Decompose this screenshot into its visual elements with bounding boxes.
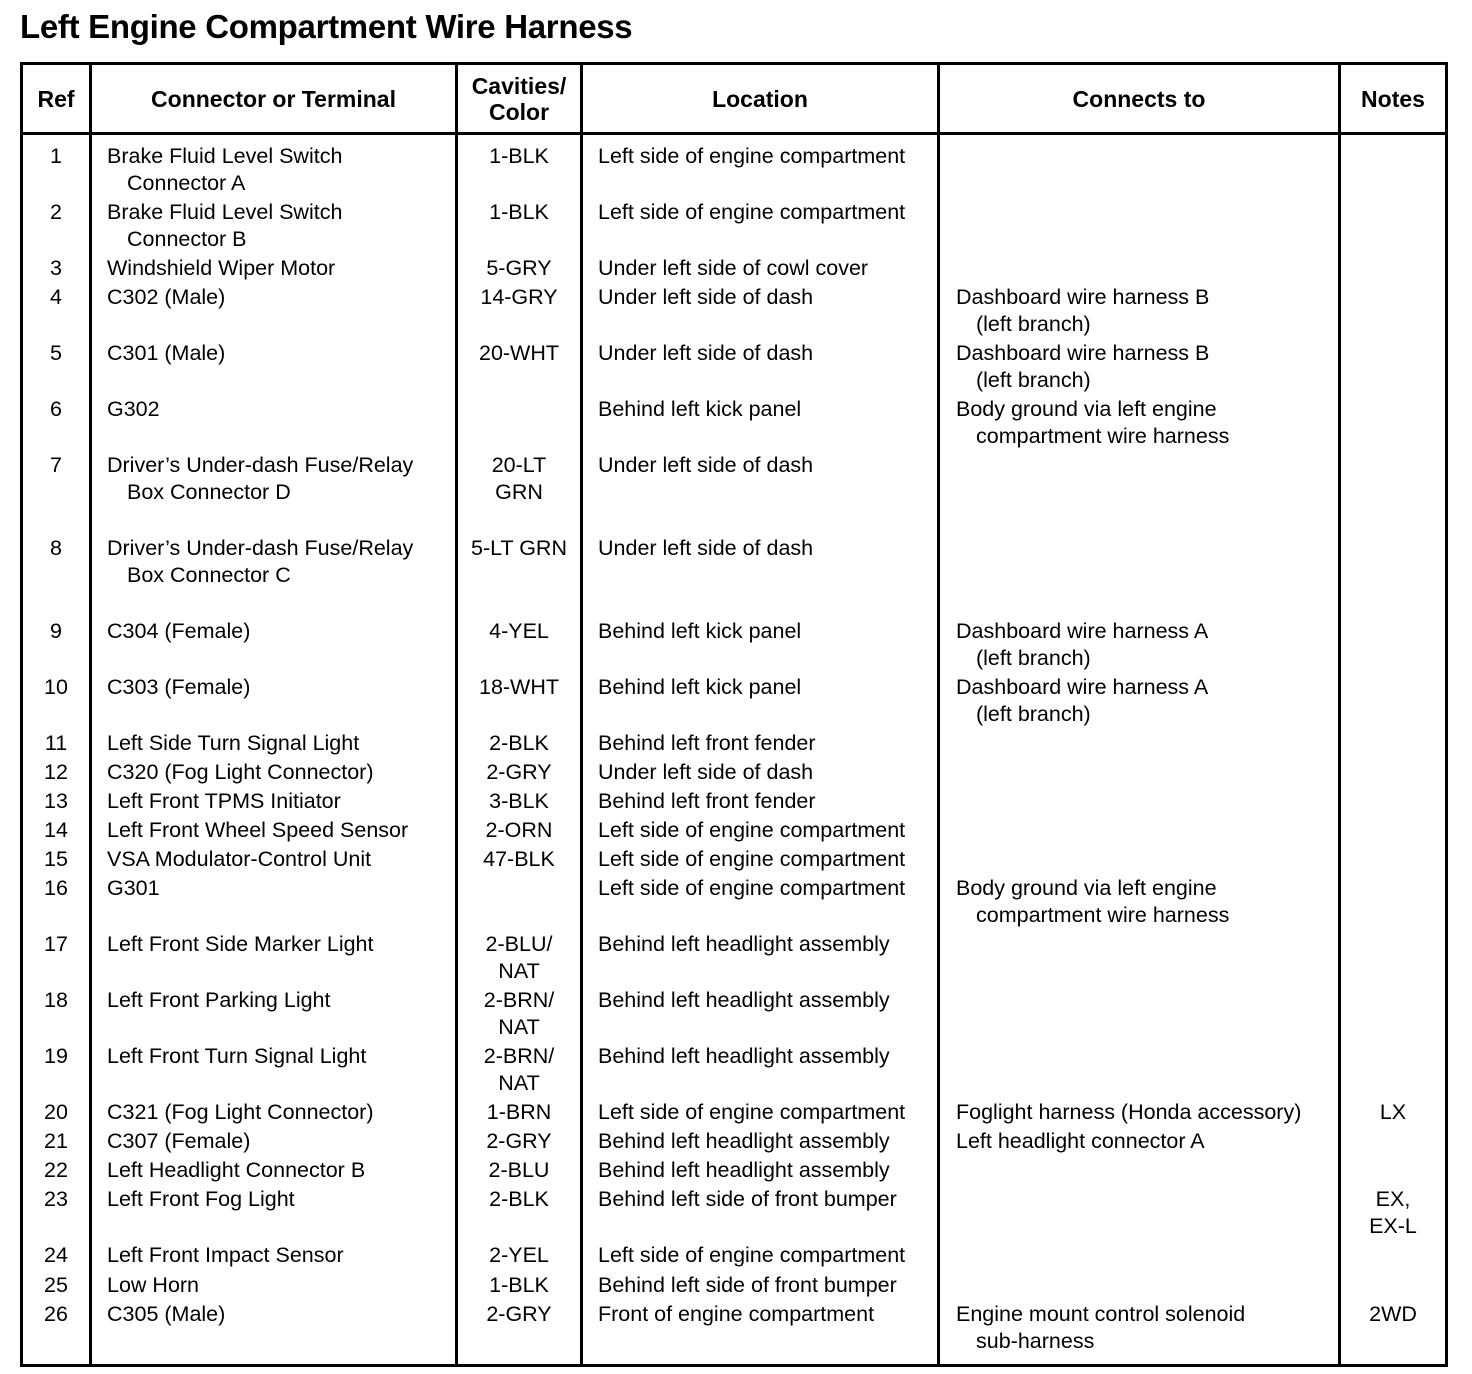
cell-ref: 13: [44, 789, 68, 813]
header-ref: Ref: [37, 85, 75, 112]
cell-location: Behind left kick panel: [598, 397, 802, 421]
cell-ref: 7: [50, 453, 62, 477]
cell-connects: (left branch): [976, 368, 1091, 392]
cell-cavities: 2-YEL: [489, 1243, 549, 1267]
cell-ref: 14: [44, 818, 68, 842]
cell-cavities: 2-GRY: [486, 760, 552, 784]
cell-location: Under left side of dash: [598, 760, 814, 784]
cell-connector: Low Horn: [107, 1273, 200, 1297]
cell-connector: Connector B: [127, 227, 247, 251]
cell-connector: G301: [107, 876, 160, 900]
cell-notes: EX,: [1375, 1187, 1411, 1211]
cell-location: Under left side of cowl cover: [598, 256, 869, 280]
cell-connector: G302: [107, 397, 160, 421]
cell-location: Behind left front fender: [598, 731, 816, 755]
cell-location: Behind left side of front bumper: [598, 1187, 897, 1211]
cell-connector: Left Front TPMS Initiator: [107, 789, 341, 813]
cell-cavities: 1-BLK: [489, 144, 549, 168]
cell-ref: 16: [44, 876, 68, 900]
cell-ref: 8: [50, 536, 62, 560]
cell-location: Behind left headlight assembly: [598, 1129, 890, 1153]
cell-location: Left side of engine compartment: [598, 818, 906, 842]
cell-connector: Left Headlight Connector B: [107, 1158, 366, 1182]
cell-location: Left side of engine compartment: [598, 1100, 906, 1124]
cell-cavities: 14-GRY: [480, 285, 558, 309]
cell-connects: (left branch): [976, 312, 1091, 336]
column-divider: [89, 62, 92, 1367]
cell-connector: C305 (Male): [107, 1302, 226, 1326]
cell-cavities: NAT: [498, 959, 540, 983]
header-cavities: Cavities/ Color: [471, 72, 567, 125]
cell-connects: (left branch): [976, 702, 1091, 726]
cell-connects: Body ground via left engine: [956, 876, 1217, 900]
cell-connector: Left Front Fog Light: [107, 1187, 295, 1211]
cell-location: Front of engine compartment: [598, 1302, 875, 1326]
cell-location: Behind left headlight assembly: [598, 932, 890, 956]
cell-cavities: 2-ORN: [485, 818, 553, 842]
cell-cavities: 5-GRY: [486, 256, 552, 280]
cell-connector: Brake Fluid Level Switch: [107, 144, 343, 168]
cell-connects: Engine mount control solenoid: [956, 1302, 1246, 1326]
cell-connects: Dashboard wire harness B: [956, 341, 1210, 365]
cell-cavities: 20-WHT: [478, 341, 560, 365]
cell-cavities: 18-WHT: [478, 675, 560, 699]
cell-ref: 21: [44, 1129, 68, 1153]
cell-location: Under left side of dash: [598, 341, 814, 365]
cell-location: Behind left side of front bumper: [598, 1273, 897, 1297]
column-divider: [580, 62, 583, 1367]
cell-location: Left side of engine compartment: [598, 876, 906, 900]
cell-connector: Driver’s Under-dash Fuse/Relay: [107, 453, 414, 477]
cell-notes: 2WD: [1369, 1302, 1417, 1326]
cell-cavities: 4-YEL: [489, 619, 549, 643]
page-title: Left Engine Compartment Wire Harness: [20, 8, 633, 45]
cell-connector: Windshield Wiper Motor: [107, 256, 336, 280]
cell-cavities: 2-BLU/: [485, 932, 553, 956]
cell-cavities: 47-BLK: [483, 847, 555, 871]
cell-notes: LX: [1379, 1100, 1407, 1124]
cell-cavities: NAT: [498, 1071, 540, 1095]
cell-location: Left side of engine compartment: [598, 847, 906, 871]
cell-ref: 10: [44, 675, 68, 699]
cell-location: Behind left kick panel: [598, 675, 802, 699]
cell-connects: Dashboard wire harness B: [956, 285, 1210, 309]
header-connects: Connects to: [1072, 85, 1206, 112]
cell-connects: sub-harness: [976, 1329, 1095, 1353]
cell-connects: Dashboard wire harness A: [956, 619, 1209, 643]
cell-connector: C321 (Fog Light Connector): [107, 1100, 374, 1124]
cell-location: Under left side of dash: [598, 536, 814, 560]
cell-cavities: 1-BRN: [486, 1100, 552, 1124]
cell-cavities: 2-BLK: [489, 731, 549, 755]
cell-connector: C302 (Male): [107, 285, 226, 309]
cell-ref: 4: [50, 285, 62, 309]
cell-connector: Left Front Turn Signal Light: [107, 1044, 367, 1068]
header-divider: [20, 132, 1448, 135]
header-notes: Notes: [1361, 85, 1425, 112]
cell-location: Behind left headlight assembly: [598, 988, 890, 1012]
cell-cavities: NAT: [498, 1015, 540, 1039]
cell-connects: compartment wire harness: [976, 424, 1230, 448]
cell-connector: Box Connector C: [127, 563, 291, 587]
cell-cavities: 2-GRY: [486, 1302, 552, 1326]
cell-cavities: 1-BLK: [489, 200, 549, 224]
cell-ref: 17: [44, 932, 68, 956]
cell-ref: 18: [44, 988, 68, 1012]
cell-location: Left side of engine compartment: [598, 1243, 906, 1267]
cell-cavities: GRN: [495, 480, 543, 504]
header-location: Location: [712, 85, 808, 112]
cell-cavities: 1-BLK: [489, 1273, 549, 1297]
cell-location: Behind left front fender: [598, 789, 816, 813]
cell-connects: Dashboard wire harness A: [956, 675, 1209, 699]
cell-connector: Left Front Side Marker Light: [107, 932, 374, 956]
cell-connects: Left headlight connector A: [956, 1129, 1205, 1153]
cell-location: Left side of engine compartment: [598, 200, 906, 224]
cell-location: Behind left headlight assembly: [598, 1158, 890, 1182]
cell-ref: 19: [44, 1044, 68, 1068]
cell-ref: 5: [50, 341, 62, 365]
cell-ref: 15: [44, 847, 68, 871]
cell-cavities: 2-GRY: [486, 1129, 552, 1153]
cell-ref: 1: [50, 144, 62, 168]
cell-cavities: 2-BLU: [488, 1158, 550, 1182]
cell-connector: Left Side Turn Signal Light: [107, 731, 360, 755]
cell-cavities: 20-LT: [491, 453, 547, 477]
cell-connector: C301 (Male): [107, 341, 226, 365]
header-connector: Connector or Terminal: [151, 85, 396, 112]
cell-connector: VSA Modulator-Control Unit: [107, 847, 372, 871]
cell-cavities: 2-BRN/: [483, 1044, 555, 1068]
cell-ref: 2: [50, 200, 62, 224]
cell-connector: Left Front Parking Light: [107, 988, 331, 1012]
cell-connector: Box Connector D: [127, 480, 291, 504]
cell-connector: Left Front Wheel Speed Sensor: [107, 818, 409, 842]
cell-connects: Foglight harness (Honda accessory): [956, 1100, 1302, 1124]
cell-location: Behind left kick panel: [598, 619, 802, 643]
cell-location: Under left side of dash: [598, 453, 814, 477]
cell-location: Left side of engine compartment: [598, 144, 906, 168]
cell-connects: Body ground via left engine: [956, 397, 1217, 421]
cell-ref: 25: [44, 1273, 68, 1297]
cell-ref: 6: [50, 397, 62, 421]
cell-connects: (left branch): [976, 646, 1091, 670]
cell-connector: Brake Fluid Level Switch: [107, 200, 343, 224]
cell-cavities: 2-BLK: [489, 1187, 549, 1211]
cell-connector: C320 (Fog Light Connector): [107, 760, 374, 784]
cell-ref: 11: [44, 731, 68, 755]
cell-connector: C304 (Female): [107, 619, 251, 643]
cell-ref: 20: [44, 1100, 68, 1124]
cell-cavities: 5-LT GRN: [471, 536, 567, 560]
cell-connector: C307 (Female): [107, 1129, 251, 1153]
cell-ref: 12: [44, 760, 68, 784]
cell-ref: 26: [44, 1302, 68, 1326]
cell-connector: Left Front Impact Sensor: [107, 1243, 344, 1267]
cell-cavities: 2-BRN/: [483, 988, 555, 1012]
cell-connector: Connector A: [127, 171, 246, 195]
cell-ref: 3: [50, 256, 62, 280]
cell-ref: 23: [44, 1187, 68, 1211]
cell-ref: 9: [50, 619, 62, 643]
cell-ref: 22: [44, 1158, 68, 1182]
cell-location: Under left side of dash: [598, 285, 814, 309]
cell-connector: Driver’s Under-dash Fuse/Relay: [107, 536, 414, 560]
cell-notes: EX-L: [1369, 1214, 1417, 1238]
cell-connects: compartment wire harness: [976, 903, 1230, 927]
cell-cavities: 3-BLK: [489, 789, 549, 813]
cell-connector: C303 (Female): [107, 675, 251, 699]
cell-ref: 24: [44, 1243, 68, 1267]
cell-location: Behind left headlight assembly: [598, 1044, 890, 1068]
